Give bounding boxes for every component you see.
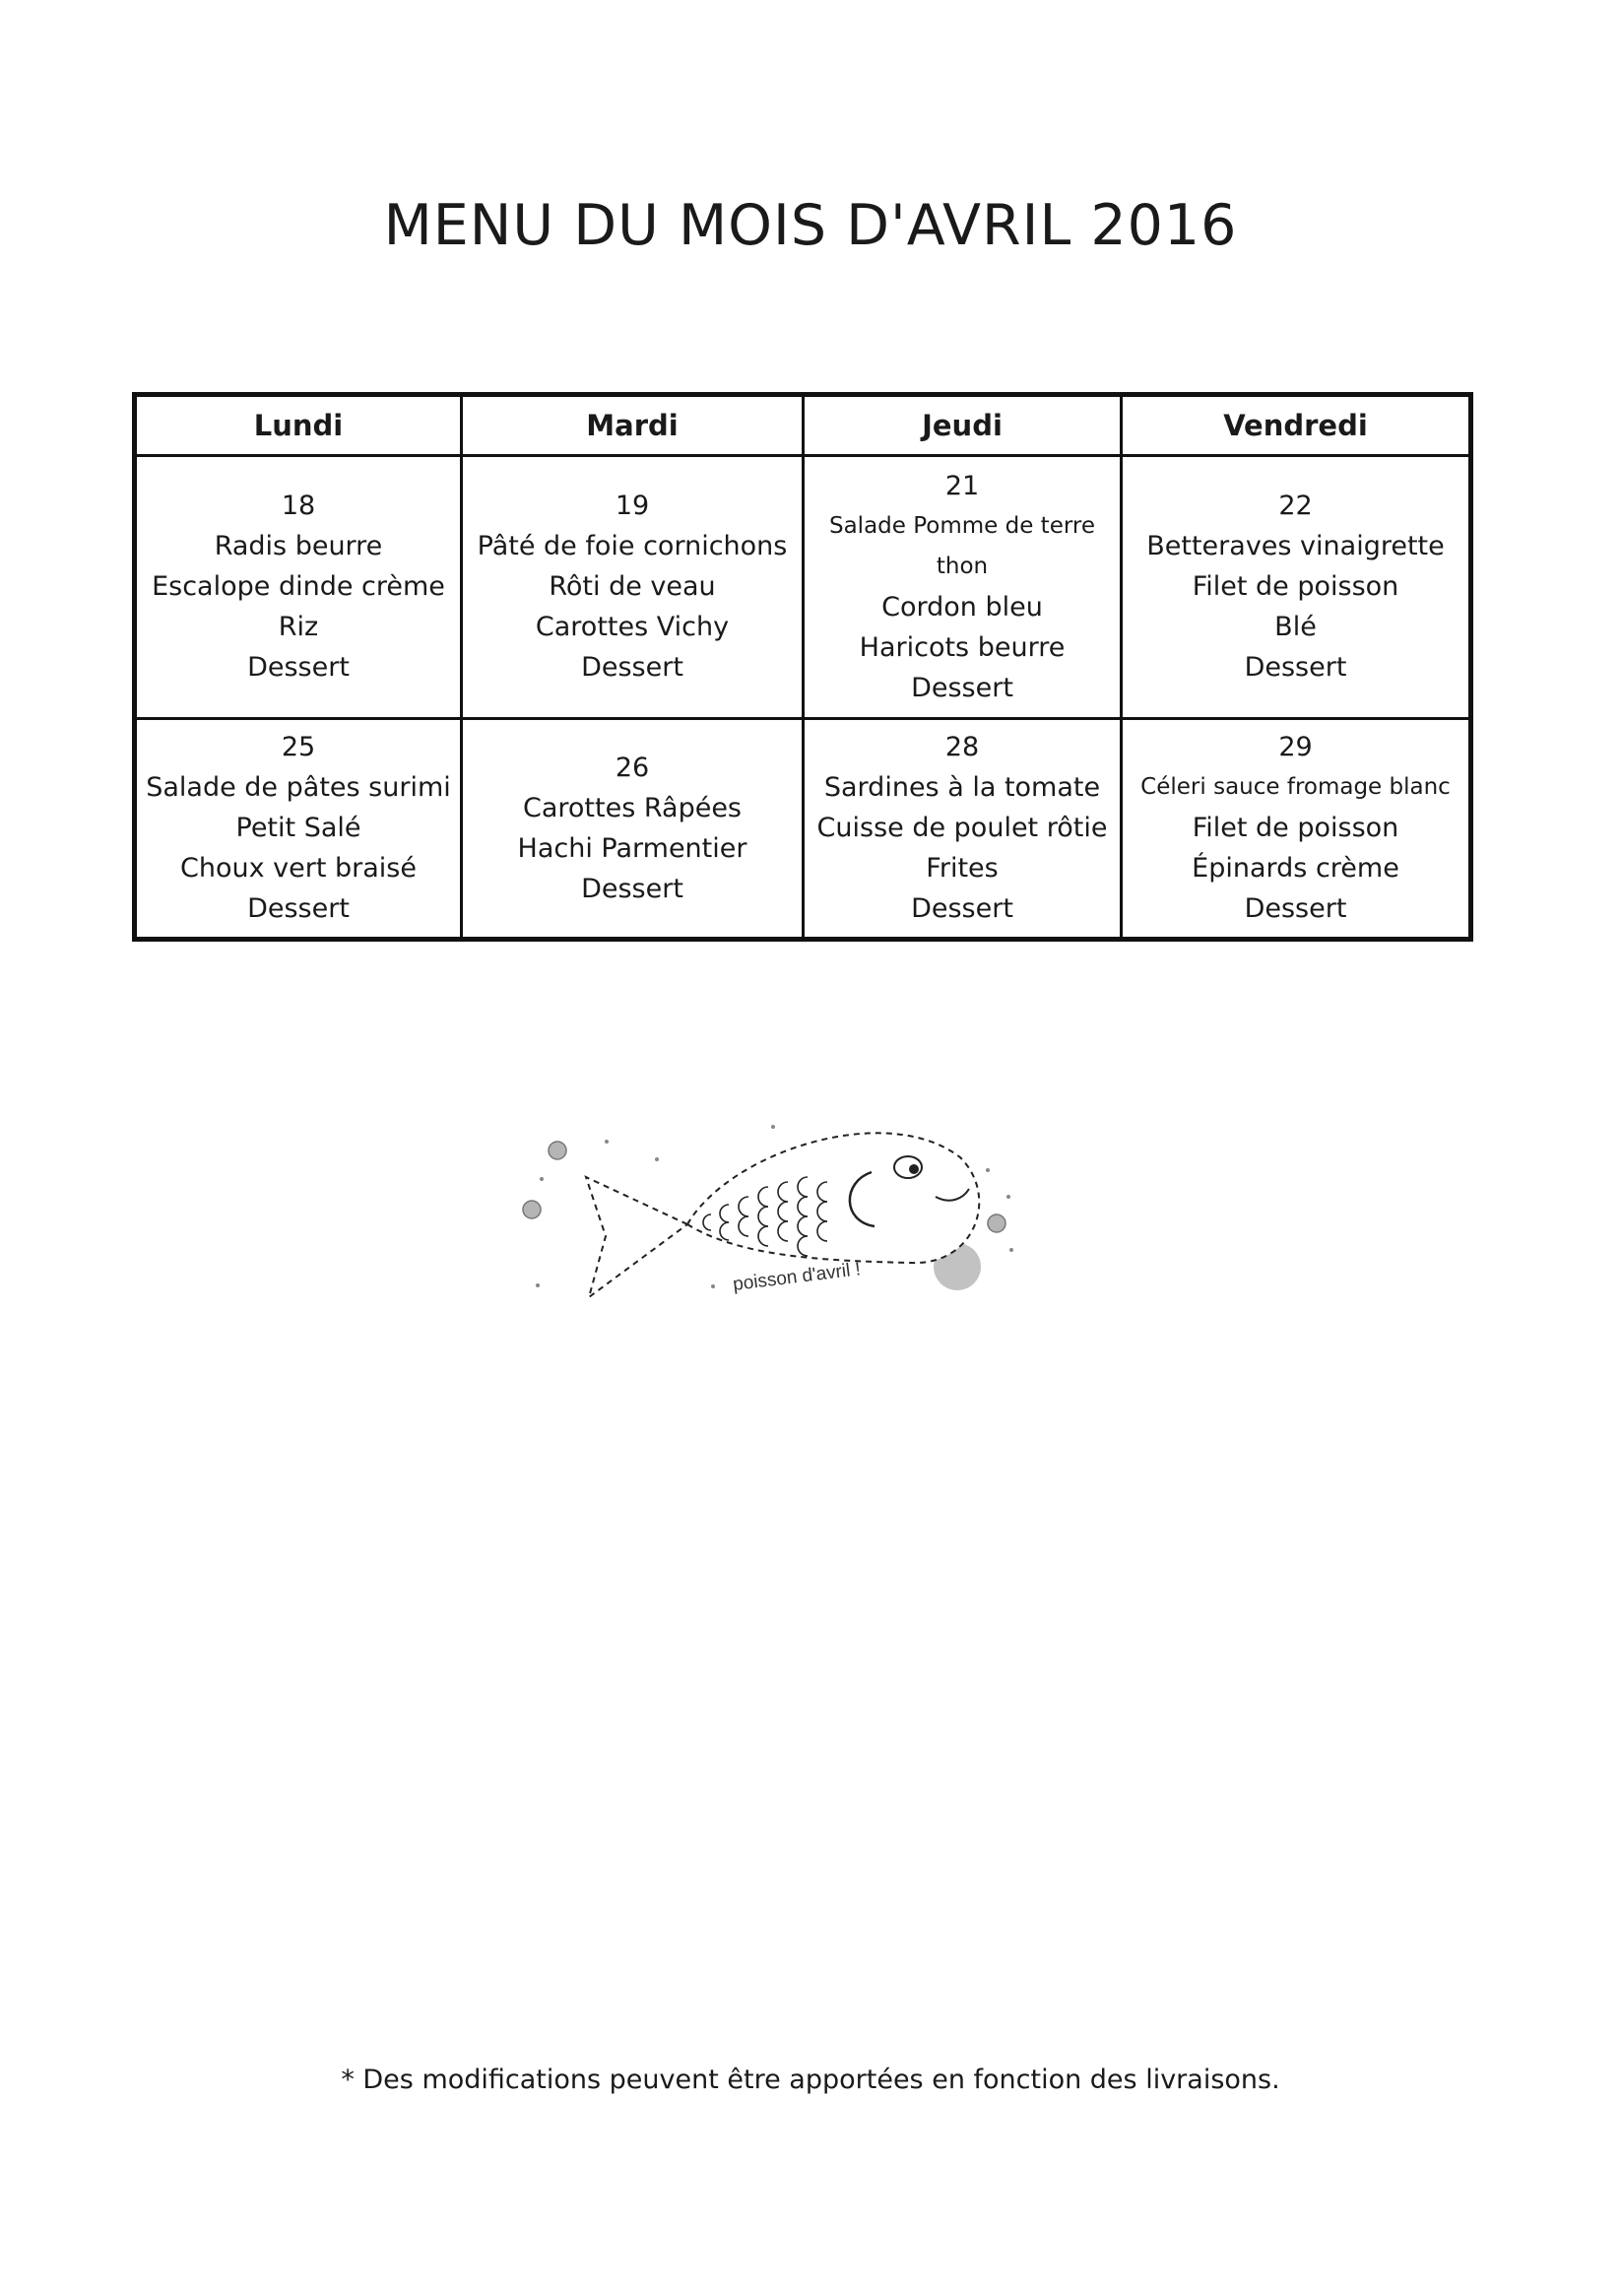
dish-label: Pâté de foie cornichons bbox=[477, 531, 788, 562]
page-title: MENU DU MOIS D'AVRIL 2016 bbox=[383, 193, 1238, 258]
menu-cell bbox=[135, 718, 462, 939]
dish-label: Salade Pomme de terre bbox=[828, 512, 1095, 539]
menu-cell bbox=[462, 456, 804, 719]
fish-caption: poisson d'avril ! bbox=[732, 1259, 862, 1295]
dish-label: Blé bbox=[1274, 612, 1317, 643]
dish-label: Carottes Râpées bbox=[523, 792, 742, 823]
week-row bbox=[135, 718, 1471, 939]
dish-label: Riz bbox=[278, 612, 319, 643]
dish-label: Épinards crème bbox=[1192, 853, 1399, 885]
fish-icon bbox=[502, 1108, 1024, 1330]
dish-label: Hachi Parmentier bbox=[517, 832, 747, 864]
dish-label: Rôti de veau bbox=[549, 571, 716, 603]
dish-label: Dessert bbox=[581, 873, 683, 904]
dish-label: Carottes Vichy bbox=[535, 612, 730, 643]
date-label: 22 bbox=[1278, 491, 1313, 522]
menu-cell bbox=[462, 718, 804, 939]
dish-label: Cordon bleu bbox=[881, 591, 1043, 623]
date-label: 25 bbox=[281, 732, 316, 763]
menu-cell bbox=[1122, 718, 1471, 939]
dish-label: Frites bbox=[926, 853, 999, 885]
dish-label: Cuisse de poulet rôtie bbox=[816, 813, 1108, 844]
dish-label: Haricots beurre bbox=[859, 631, 1066, 663]
date-label: 28 bbox=[944, 732, 980, 763]
dish-label: thon bbox=[936, 553, 989, 579]
menu-cell bbox=[135, 456, 462, 719]
dish-label: Dessert bbox=[247, 893, 350, 925]
date-label: 26 bbox=[615, 752, 650, 783]
dish-label: Dessert bbox=[911, 893, 1013, 925]
date-label: 18 bbox=[281, 491, 316, 522]
dish-label: Escalope dinde crème bbox=[152, 571, 445, 603]
dish-label: Filet de poisson bbox=[1192, 813, 1399, 844]
day-header-vendredi: Vendredi bbox=[1122, 395, 1471, 456]
day-header-lundi: Lundi bbox=[135, 395, 462, 456]
dish-label: Dessert bbox=[247, 652, 350, 684]
week-row bbox=[135, 456, 1471, 719]
dish-label: Radis beurre bbox=[214, 531, 383, 562]
date-label: 21 bbox=[944, 470, 980, 501]
dish-label: Dessert bbox=[1244, 893, 1347, 925]
dish-label: Betteraves vinaigrette bbox=[1146, 531, 1445, 562]
date-label: 29 bbox=[1278, 732, 1313, 763]
dish-label: Dessert bbox=[581, 652, 683, 684]
dish-label: Sardines à la tomate bbox=[823, 772, 1101, 804]
dish-label: Dessert bbox=[1244, 652, 1347, 684]
footnote: * Des modifications peuvent être apportées en fonction des livraisons. bbox=[341, 2065, 1280, 2095]
menu-cell bbox=[1122, 456, 1471, 719]
day-header-jeudi: Jeudi bbox=[804, 395, 1122, 456]
day-header-mardi: Mardi bbox=[462, 395, 804, 456]
date-label: 19 bbox=[615, 491, 650, 522]
header-row bbox=[135, 395, 1471, 456]
menu-cell bbox=[804, 456, 1122, 719]
dish-label: Petit Salé bbox=[235, 813, 361, 844]
dish-label: Choux vert braisé bbox=[180, 853, 417, 885]
menu-cell bbox=[804, 718, 1122, 939]
menu-table bbox=[132, 392, 1473, 942]
dish-label: Salade de pâtes surimi bbox=[146, 772, 451, 804]
dish-label: Filet de poisson bbox=[1192, 571, 1399, 603]
dish-label: Dessert bbox=[911, 672, 1013, 703]
dish-label: Céleri sauce fromage blanc bbox=[1140, 774, 1451, 801]
